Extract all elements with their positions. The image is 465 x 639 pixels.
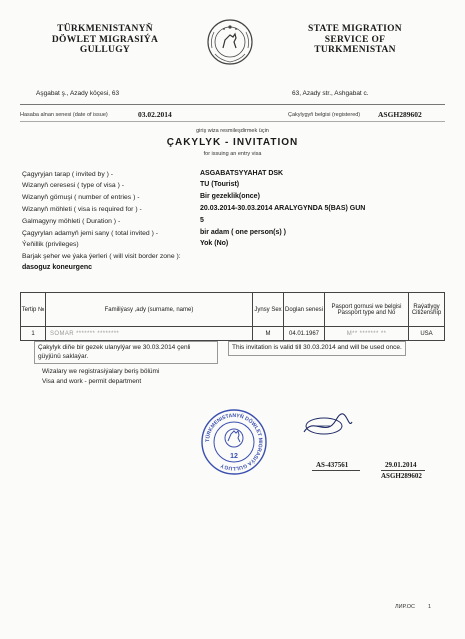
- signature-icon: [296, 412, 356, 442]
- col-header-born: Doglan senesi: [284, 293, 325, 327]
- field-label: Çagyryjan tarap ( invited by ) -: [22, 171, 114, 178]
- registered-value: ASGH289602: [378, 110, 422, 119]
- field-value: TU (Tourist): [200, 181, 240, 188]
- address-right: 63, Azady str., Ashgabat c.: [292, 90, 369, 97]
- field-value: Yok (No): [200, 240, 229, 247]
- traveler-table: [20, 292, 445, 341]
- header-right: [280, 24, 430, 56]
- field-label: Wizanyň ceresesi ( type of visa ) -: [22, 182, 124, 189]
- cell-born: 04.01.1967: [284, 327, 325, 341]
- header-left-line: GULLUGY: [79, 45, 131, 55]
- official-stamp-icon: [200, 408, 268, 476]
- field-value: bir adam ( one person(s) ): [200, 229, 286, 236]
- address-left: Aşgabat ş., Azady köçesi, 63: [36, 90, 120, 97]
- col-header-num: Tertip №: [21, 293, 46, 327]
- col-header-sex: Jynsy Sex: [253, 293, 284, 327]
- header-left: [30, 24, 180, 56]
- signature-doc-number: AS-437561: [316, 461, 349, 469]
- department-line-en: Visa and work - permit department: [42, 378, 142, 385]
- header-left-line: TÜRKMENISTANYŇ: [57, 24, 153, 34]
- state-emblem-icon: [206, 18, 254, 66]
- field-label: Galmagyny möhleti ( Duration ) -: [22, 218, 121, 225]
- page-title: ÇAKYLYK - INVITATION: [166, 137, 299, 148]
- header-right-line: SERVICE OF: [324, 34, 386, 45]
- department-line-tm: Wizalary we registrasiýalary beriş bölümi: [42, 368, 160, 375]
- issue-date-label: Hasaba alnan senesi (date of issue): [20, 112, 108, 118]
- col-header-name: Familiýasy ,ady (surname, name): [46, 293, 253, 327]
- issue-divider: [20, 121, 445, 122]
- cell-sex: M: [253, 327, 284, 341]
- header-divider: [20, 104, 445, 105]
- signature-reg-number: ASGH289602: [381, 472, 422, 480]
- cell-passport: M** ******* **: [325, 327, 409, 341]
- field-value: 20.03.2014-30.03.2014 ARALYGYNDA 5(BAS) GUN: [200, 205, 366, 212]
- header-right-line: STATE MIGRATION: [308, 24, 402, 34]
- signature-date: 29.01.2014: [385, 461, 417, 469]
- footer-code: ЛИР.ОС: [395, 604, 415, 610]
- page-number: 1: [428, 604, 432, 610]
- issue-date-value: 03.02.2014: [138, 110, 172, 119]
- field-label: Çagyrylan adamyň jemi sany ( total invited ) -: [22, 230, 158, 237]
- stamp-ring-text: TÜRKMENISTANYŇ DÖWLET MIGRASIÝA GULLUGY: [204, 412, 264, 472]
- col-header-passport: Pasport gornusi we belgisi Passport type and No: [325, 293, 409, 327]
- title-pre: giriş wiza resmileşdirmek üçin: [196, 128, 269, 134]
- title-sub: for issuing an entry visa: [203, 151, 262, 157]
- cell-citizenship: USA: [409, 327, 445, 341]
- field-label: Wizanyň möhleti ( visa is required for ) -: [22, 206, 142, 213]
- header-right-line: TURKMENISTAN: [314, 45, 396, 55]
- stamp-number: 12: [230, 453, 238, 460]
- signature-line: [312, 470, 360, 471]
- header-left-line: DÖWLET MIGRASIÝA: [51, 34, 159, 45]
- field-value: ASGABATSYYAHAT DSK: [200, 170, 284, 177]
- field-label: Ýeňillik (privileges): [22, 241, 79, 248]
- cell-name: SOMAR ******* ********: [46, 327, 253, 341]
- col-header-citizenship: Raýatlygy Citizenship: [409, 293, 445, 327]
- date-line: [381, 470, 425, 471]
- validity-note-en: This invitation is valid till 30.03.2014 and will be used once.: [228, 341, 406, 356]
- registered-label: Çakylygyň belgisi (registered): [288, 112, 361, 118]
- table-header-row: [21, 293, 445, 327]
- field-label: Wizanyň görnuşi ( number of entries ) -: [22, 194, 140, 201]
- validity-note-tm: Çakylyk diňe bir gezek ulanylýar we 30.03.2014 çenli güyjünü saklaýar.: [34, 341, 218, 364]
- field-value: 5: [200, 217, 204, 224]
- border-zone-value: dasoguz koneurgenc: [22, 264, 93, 271]
- cell-num: 1: [21, 327, 46, 341]
- field-value: Bir gezeklik(once): [200, 193, 260, 200]
- border-zone-label: Barjak şeher we ýaka ýerleri ( will visit border zone ):: [22, 253, 181, 260]
- table-row: [21, 327, 445, 341]
